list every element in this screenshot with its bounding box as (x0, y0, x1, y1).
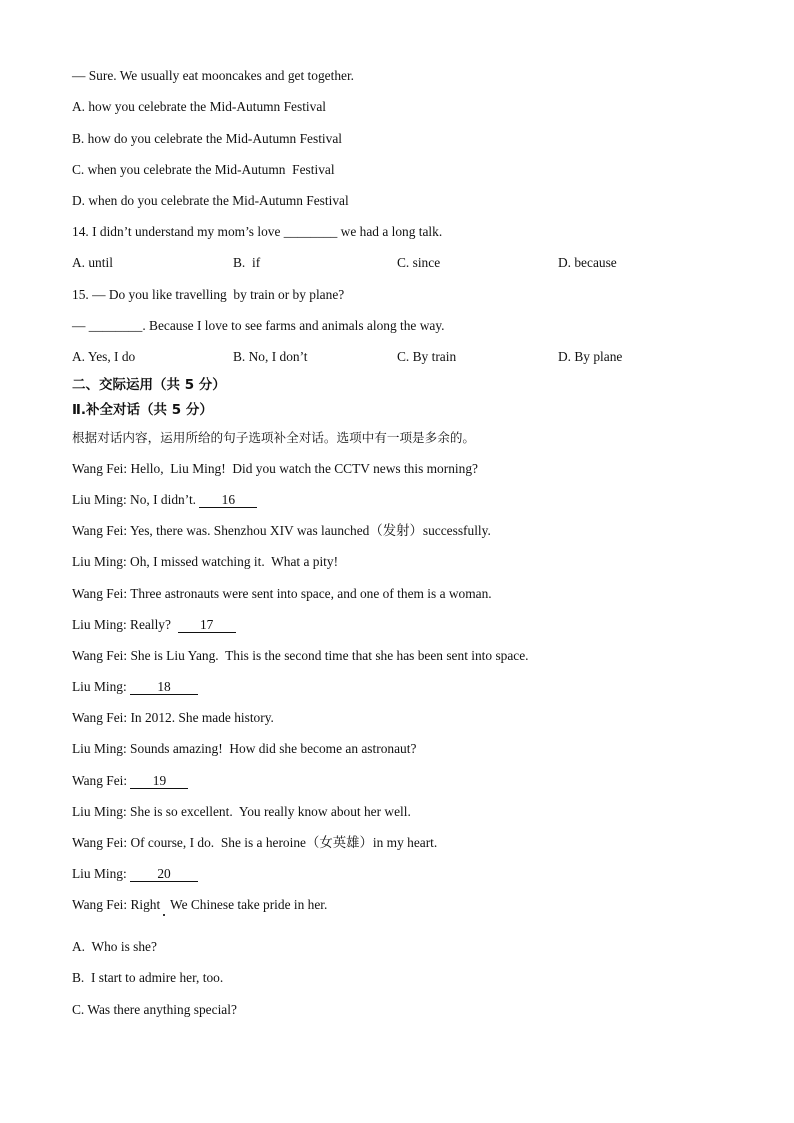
choice-b: B. I start to admire her, too. (72, 970, 224, 985)
speaker-name: Liu Ming: (72, 741, 127, 756)
q15-reply: — ________. Because I love to see farms and animals along the way. (72, 318, 445, 333)
dialogue-text: She is so excellent. You really know about her well. (130, 804, 411, 819)
dialogue-text: Three astronauts were sent into space, and one of them is a woman. (130, 586, 492, 601)
stray-dot (163, 914, 165, 916)
dialogue-line (72, 461, 478, 477)
dialogue-line (72, 617, 236, 633)
answer-blank-20: 20 (130, 867, 198, 882)
dialogue-text: In 2012. She made history. (130, 710, 274, 725)
dialogue-text: Hello, Liu Ming! Did you watch the CCTV news this morning? (130, 461, 478, 476)
choice-c: C. Was there anything special? (72, 1002, 237, 1017)
q13-option-d: D. when do you celebrate the Mid-Autumn Festival (72, 193, 349, 208)
choice-a: A. Who is she? (72, 939, 157, 954)
dialogue-text: She is Liu Yang. This is the second time that she has been sent into space. (130, 648, 529, 663)
speaker-name: Wang Fei: (72, 586, 128, 601)
speaker-name: Wang Fei: (72, 773, 128, 788)
q14-blank: ________ (283, 224, 338, 239)
q13-option-c: C. when you celebrate the Mid-Autumn Festival (72, 162, 335, 177)
dialogue-line (72, 710, 274, 726)
dialogue-line (72, 523, 491, 539)
dialogue-line (72, 554, 338, 570)
dialogue-line (72, 586, 492, 602)
answer-blank-16: 16 (199, 493, 257, 508)
answer-blank-18: 18 (130, 680, 198, 695)
speaker-name: Liu Ming: (72, 617, 127, 632)
section-subtitle: Ⅱ.补全对话（共 5 分） (72, 402, 213, 418)
speaker-name: Liu Ming: (72, 492, 127, 507)
speaker-name: Wang Fei: (72, 897, 128, 912)
dialogue-line (72, 866, 198, 882)
dialogue-line (72, 648, 529, 664)
speaker-name: Wang Fei: (72, 461, 128, 476)
dialogue-text: Of course, I do. She is a heroine（女英雄）in my heart. (130, 835, 438, 850)
q15-question: 15. — Do you like travelling by train or by plane? (72, 287, 345, 302)
speaker-name: Wang Fei: (72, 523, 128, 538)
speaker-name: Wang Fei: (72, 835, 128, 850)
q14-option-b: B. if (233, 255, 261, 270)
speaker-name: Liu Ming: (72, 804, 127, 819)
q14-option-d: D. because (558, 255, 617, 270)
q13-answer-line: — Sure. We usually eat mooncakes and get together. (72, 68, 355, 83)
dialogue-line (72, 773, 188, 789)
answer-blank-19: 19 (130, 774, 188, 789)
instruction-text: 根据对话内容，运用所给的句子选项补全对话。选项中有一项是多余的。 (72, 430, 475, 445)
dialogue-line (72, 741, 416, 757)
q14-question: 14. I didn’t understand my mom’s love ________ we had a long talk. (72, 224, 443, 239)
q15-blank: ________ (88, 318, 143, 333)
dialogue-line (72, 679, 198, 695)
q14-option-c: C. since (397, 255, 441, 270)
speaker-name: Liu Ming: (72, 866, 127, 881)
dialogue-text: Sounds amazing! How did she become an astronaut? (130, 741, 417, 756)
q15-option-d: D. By plane (558, 349, 623, 364)
dialogue-text: Oh, I missed watching it. What a pity! (130, 554, 339, 569)
speaker-name: Wang Fei: (72, 710, 128, 725)
q13-option-b: B. how do you celebrate the Mid-Autumn Festival (72, 131, 342, 146)
speaker-name: Wang Fei: (72, 648, 128, 663)
answer-blank-17: 17 (178, 618, 236, 633)
dialogue-line (72, 835, 437, 851)
speaker-name: Liu Ming: (72, 554, 127, 569)
dialogue-line (72, 897, 327, 913)
q14-option-a: A. until (72, 255, 113, 270)
q13-option-a: A. how you celebrate the Mid-Autumn Festival (72, 99, 326, 114)
dialogue-line (72, 804, 411, 820)
dialogue-text: Really? (130, 617, 178, 632)
dialogue-text: Right We Chinese take pride in her. (130, 897, 328, 912)
q15-option-a: A. Yes, I do (72, 349, 136, 364)
q15-option-b: B. No, I don’t (233, 349, 308, 364)
dialogue-text: Yes, there was. Shenzhou XIV was launched（发射）successfully. (129, 523, 491, 538)
dialogue-text: No, I didn’t. (130, 492, 200, 507)
section-title: 二、交际运用（共 5 分） (72, 377, 226, 393)
dialogue-line (72, 492, 257, 508)
speaker-name: Liu Ming: (72, 679, 127, 694)
q15-option-c: C. By train (397, 349, 457, 364)
